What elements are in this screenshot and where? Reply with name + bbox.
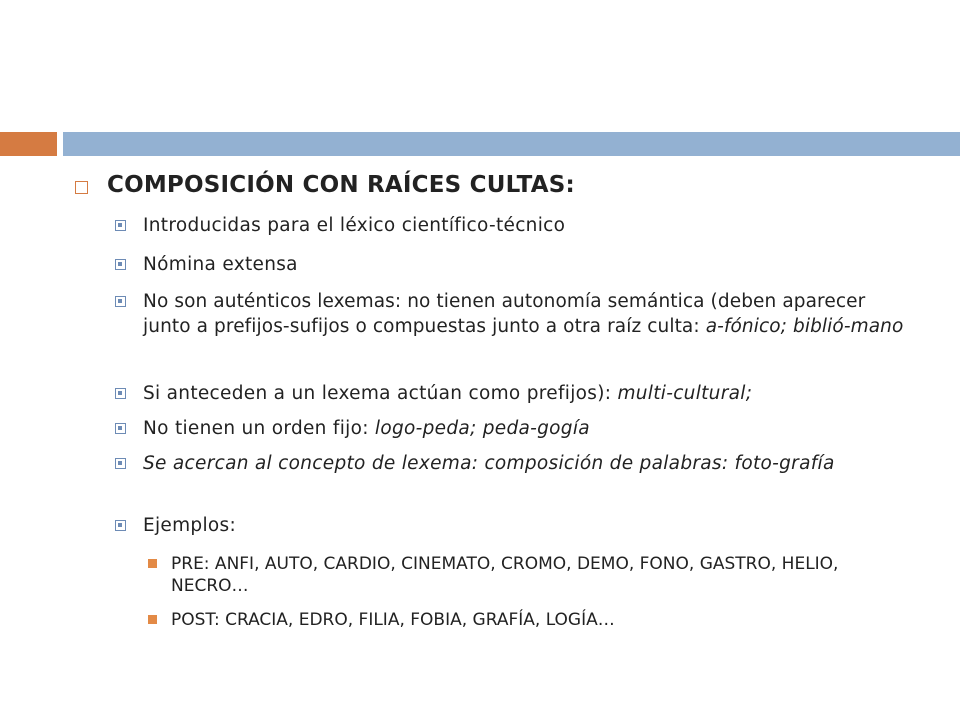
list-item xyxy=(115,416,905,442)
title-row xyxy=(75,172,935,198)
list-item-example: multi-cultural; xyxy=(617,383,753,404)
list-item xyxy=(115,381,905,407)
list-item xyxy=(115,289,915,339)
filled-square-bullet-icon xyxy=(148,559,157,568)
square-bullet-icon xyxy=(115,520,126,531)
square-bullet-icon xyxy=(115,259,126,270)
square-bullet-icon xyxy=(115,220,126,231)
square-bullet-icon xyxy=(115,388,126,399)
square-bullet-icon xyxy=(115,423,126,434)
list-item-text: Introducidas para el léxico científico-técnico xyxy=(143,215,566,236)
list-item-text xyxy=(143,416,590,442)
sub-list-item xyxy=(148,609,908,631)
list-item-text-part: No son auténticos lexemas: no tienen autonomía semántica (deben aparecer junto a prefijos-sufijos o compuestas junto a otra raíz culta: xyxy=(143,291,866,337)
sub-list-item xyxy=(148,553,908,597)
filled-square-bullet-icon xyxy=(148,615,157,624)
list-item-text xyxy=(143,381,752,407)
square-bullet-icon xyxy=(115,458,126,469)
list-item-text-part: Si anteceden a un lexema actúan como prefijos): xyxy=(143,383,618,404)
list-item xyxy=(115,213,905,239)
sub-list-item-text: POST: CRACIA, EDRO, FILIA, FOBIA, GRAFÍA, LOGÍA… xyxy=(171,610,615,630)
list-item-example: logo-peda; peda-gogía xyxy=(374,418,590,439)
list-item xyxy=(115,513,905,539)
list-item-text-part: No tienen un orden fijo: xyxy=(143,418,375,439)
list-item xyxy=(115,252,905,278)
list-item-example: a-fónico; biblió-mano xyxy=(705,316,904,337)
sub-list-item-text: PRE: ANFI, AUTO, CARDIO, CINEMATO, CROMO, DEMO, FONO, GASTRO, HELIO, NECRO… xyxy=(171,554,839,596)
list-item-text: Nómina extensa xyxy=(143,254,298,275)
list-item-text: Se acercan al concepto de lexema: composición de palabras: foto-grafía xyxy=(143,453,835,474)
hollow-square-bullet-icon xyxy=(75,181,88,194)
slide-title: COMPOSICIÓN CON RAÍCES CULTAS: xyxy=(107,172,575,198)
square-bullet-icon xyxy=(115,296,126,307)
list-item-text xyxy=(143,289,913,339)
list-item xyxy=(115,451,915,477)
list-item-text: Ejemplos: xyxy=(143,515,237,536)
